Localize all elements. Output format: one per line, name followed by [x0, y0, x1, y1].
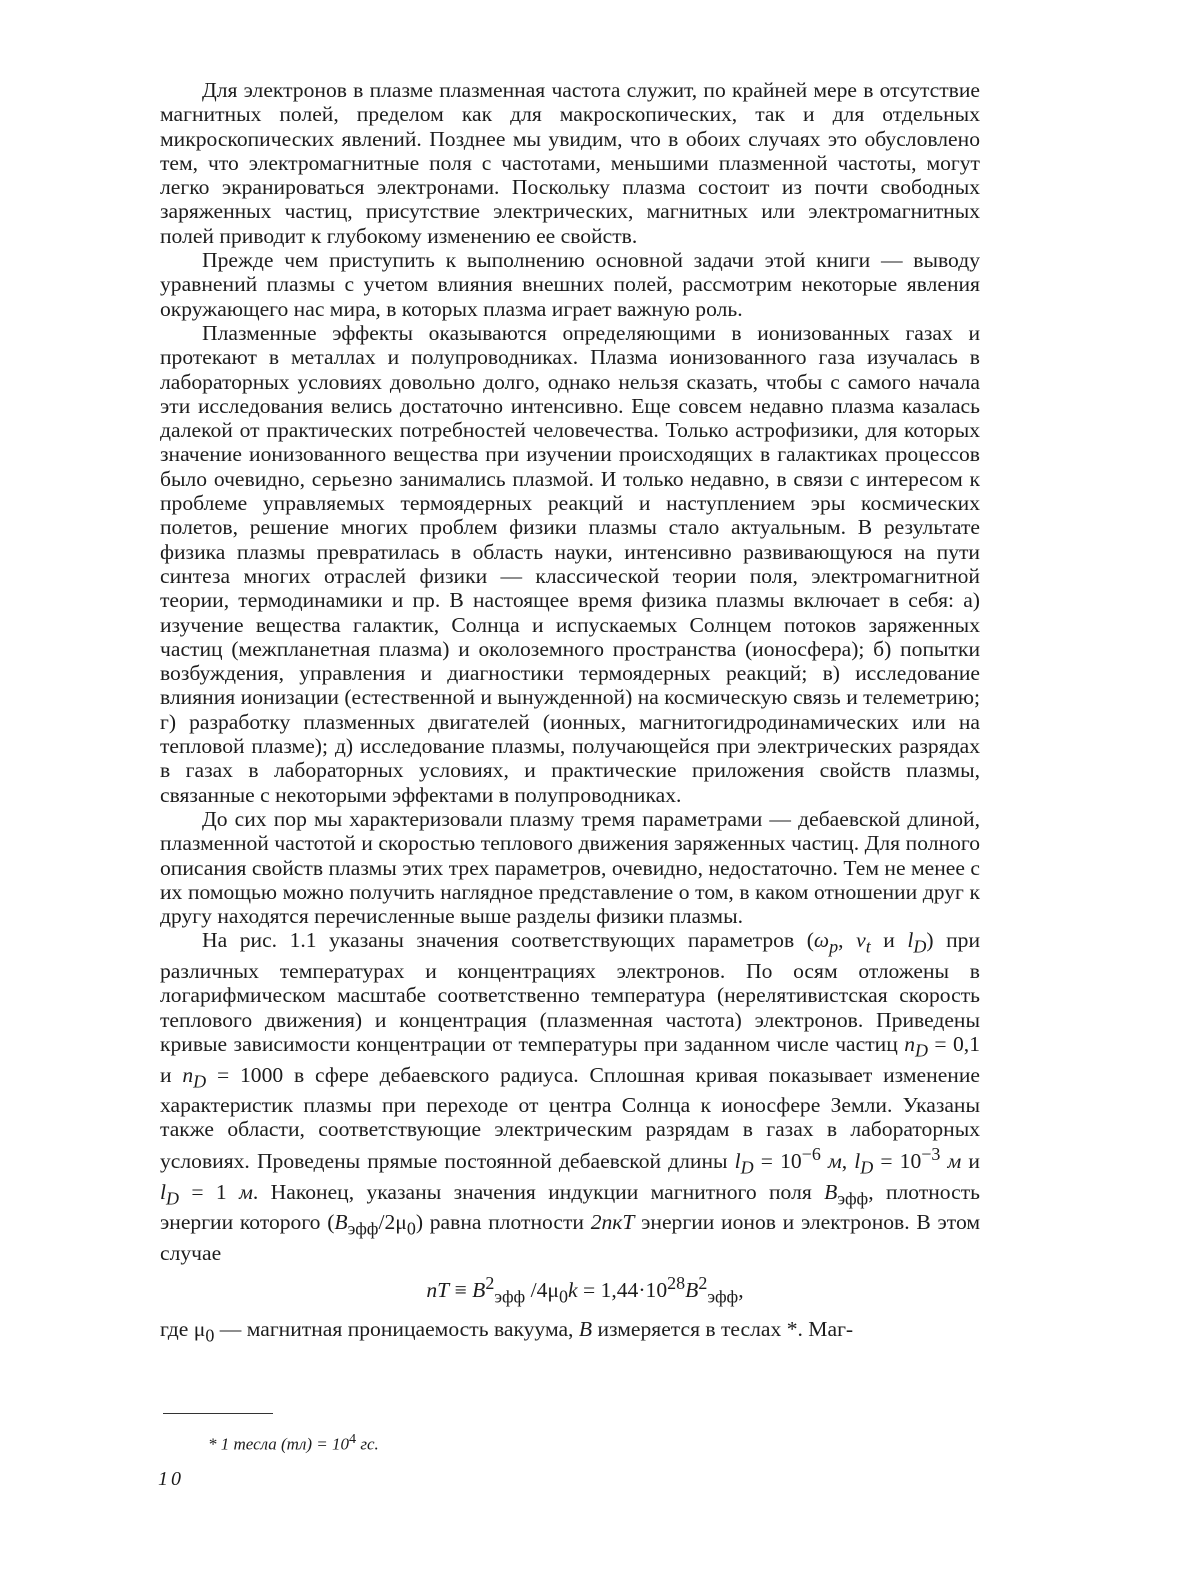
p6-text: где μ — [160, 1316, 206, 1341]
p5-text: /2μ — [378, 1210, 407, 1235]
equation-k: k — [568, 1278, 578, 1303]
subscript-d: D — [740, 1157, 754, 1178]
energy-symbol: 2nкT — [590, 1210, 635, 1235]
equation-end: , — [738, 1278, 744, 1303]
subscript-0: 0 — [406, 1218, 416, 1239]
p5-text: и — [870, 928, 908, 953]
equation-sub: эфф — [707, 1286, 739, 1307]
p5-text: ) равна плотности — [415, 1210, 591, 1235]
l-symbol: l — [854, 1148, 861, 1173]
equation-b: B — [472, 1278, 486, 1303]
superscript: −3 — [921, 1143, 941, 1164]
equation — [160, 1271, 980, 1309]
equation-sup: 2 — [698, 1273, 708, 1294]
b-symbol: B — [824, 1179, 838, 1204]
equation-sup: 2 — [485, 1273, 495, 1294]
equation-op: = 1,44·10 — [577, 1278, 668, 1303]
paragraph-3: Плазменные эффекты оказываются определяющими в ионизованных газах и протекают в металлах и полупроводниках. Плазма ионизованного газа изучалась в лабораторных условиях довольно долго, однако нельзя сказать, чтобы с самого начала эти исследования велись достаточно интенсивно. Еще совсем недавно плазма казалась далекой от практических потребностей человечества. Только астрофизики, для которых значение ионизованного вещества при изучении происходящих в галактиках процессов было очевидно, серьезно занимались плазмой. И только недавно, в связи с интересом к проблеме управляемых термоядерных реакций и наступлением эры космических полетов, решение многих проблем физики плазмы стало актуальным. В результате физика плазмы превратилась в область науки, интенсивно развивающуюся на пути синтеза многих отраслей физики — классической теории поля, электромагнитной теории, термодинамики и пр. В настоящее время физика плазмы включает в себя: а) изучение вещества галактик, Солнца и испускаемых Солнцем потоков заряженных частиц (межпланетная плазма) и околоземного пространства (ионосфера); б) попытки возбуждения, управления и диагностики термоядерных реакций; в) исследование влияния ионизации (естественной и вынужденной) на космическую связь и телеметрию; г) разработку плазменных двигателей (ионных, магнитогидродинамических или на тепловой плазме); д) исследование плазмы, получающейся при электрических разрядах в газах в лабораторных условиях, и практические приложения свойств плазмы, связанные с некоторыми эффектами в полупроводниках. — [160, 320, 980, 807]
subscript-p: p — [829, 936, 839, 957]
p5-text: , — [841, 1148, 855, 1173]
equation-op: ≡ — [449, 1278, 473, 1303]
footnote — [208, 1431, 379, 1455]
subscript-eff: эфф — [347, 1218, 379, 1239]
v-symbol: v — [856, 928, 866, 953]
p5-text: = 10 — [753, 1148, 802, 1173]
subscript-d: D — [860, 1157, 874, 1178]
paragraph-4: До сих пор мы характеризовали плазму тремя параметрами — дебаевской длиной, плазменной частотой и скоростью теплового движения заряженных частиц. Для полного описания свойств плазмы этих трех параметров, очевидно, недостаточно. Тем не менее с их помощью можно получить наглядное представление о том, в каком отношении друг к другу находятся перечисленные выше разделы физики плазмы. — [160, 806, 980, 929]
main-text — [160, 78, 980, 1347]
subscript-d: D — [913, 936, 927, 957]
equation-b: B — [685, 1278, 699, 1303]
subscript-d: D — [915, 1040, 928, 1061]
footnote-sup: 4 — [349, 1431, 357, 1447]
p5-text: . Наконец, указаны значения индукции магнитного поля — [252, 1179, 825, 1204]
p5-text: На рис. 1.1 указаны значения соответствующих параметров ( — [202, 928, 814, 953]
footnote-text: 1 тесла (тл) = 10 — [216, 1434, 349, 1454]
equation-sub: 0 — [559, 1286, 568, 1307]
subscript-0: 0 — [205, 1325, 215, 1346]
subscript-eff: эфф — [837, 1187, 869, 1208]
footnote-divider — [163, 1413, 273, 1414]
subscript-d: D — [166, 1187, 179, 1208]
p5-text: , — [838, 928, 857, 953]
footnote-mark: * — [208, 1434, 217, 1454]
n-symbol: n — [904, 1031, 915, 1056]
footnote-text: гс. — [356, 1434, 379, 1454]
omega-symbol: ω — [813, 928, 830, 953]
p5-text: = 1000 в сфере дебаевского радиуса. Сплошная кривая показывает изменение характеристик плазмы при переходе от центра Солнца к ионосфере Земли. Указаны также области, соответствующие электрическим разрядам в газах в лабораторных условиях. Проведены прямые постоянной дебаевской длины — [160, 1062, 980, 1173]
l-symbol: l — [734, 1148, 741, 1173]
p5-text: = 10 — [873, 1148, 922, 1173]
l-symbol: l — [907, 928, 914, 953]
paragraph-1: Для электронов в плазме плазменная частота служит, по крайней мере в отсутствие магнитных полей, пределом как для макроскопических, так и для отдельных микроскопических явлений. Позднее мы увидим, что в обоих случаях это обусловлено тем, что электромагнитные поля с частотами, меньшими плазменной частоты, могут легко экранироваться электронами. Поскольку плазма состоит из почти свободных заряженных частиц, присутствие электрических, магнитных или электромагнитных полей приводит к глубокому изменению ее свойств. — [160, 78, 980, 248]
p5-text: и — [961, 1148, 980, 1173]
p5-text: ) при различных температурах и концентрациях электронов. По осям отложены в логарифмическом масштабе соответственно температура (нерелятивистская скорость теплового движения) и концентрация (плазменная частота) электронов. Приведены кривые зависимости концентрации от температуры при заданном числе частиц — [160, 928, 981, 1056]
equation-mid: /4μ — [525, 1278, 559, 1303]
b-symbol: B — [578, 1316, 593, 1341]
equation-sup: 28 — [667, 1273, 686, 1294]
p5-text: энергии ионов и электронов. В этом случае — [160, 1210, 980, 1265]
unit-m: м — [940, 1148, 962, 1173]
equation-sub: эфф — [494, 1286, 526, 1307]
p5-text: = 0,1 и — [160, 1031, 981, 1087]
p6-text: измеряется в теслах *. Маг- — [592, 1316, 854, 1341]
p6-text: — магнитная проницаемость вакуума, — [214, 1316, 579, 1341]
paragraph-2: Прежде чем приступить к выполнению основной задачи этой книги — выводу уравнений плазмы с учетом влияния внешних полей, рассмотрим некоторые явления окружающего нас мира, в которых плазма играет важную роль. — [160, 248, 980, 321]
equation-lhs: nT — [426, 1278, 450, 1303]
b-symbol: B — [334, 1210, 348, 1235]
unit-m: м — [239, 1179, 253, 1204]
n-symbol: n — [182, 1062, 194, 1087]
subscript-d: D — [193, 1070, 207, 1091]
superscript: −6 — [801, 1143, 821, 1164]
paragraph-5 — [160, 928, 980, 1265]
subscript-t: t — [865, 936, 871, 957]
paragraph-6 — [160, 1317, 980, 1348]
p5-text: , плотность энергии которого ( — [160, 1179, 981, 1235]
page-number: 10 — [158, 1468, 184, 1490]
p5-text: = 1 — [179, 1179, 240, 1204]
unit-m: м — [820, 1148, 842, 1173]
l-symbol: l — [160, 1179, 166, 1204]
